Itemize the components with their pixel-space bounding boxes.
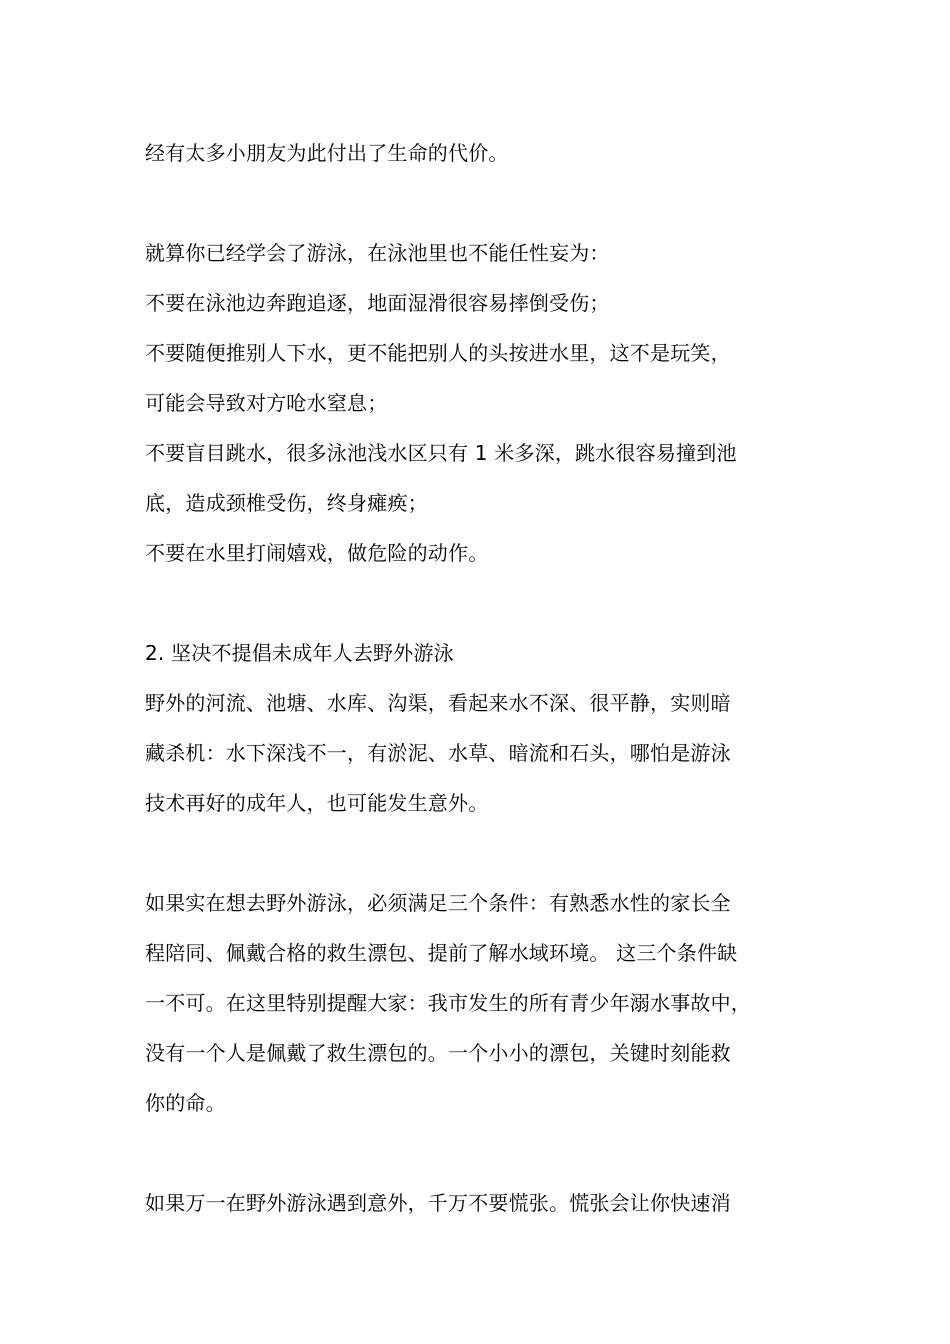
text-line: 如果万一在野外游泳遇到意外，千万不要慌张。慌张会让你快速消	[145, 1191, 731, 1215]
text-line: 就算你已经学会了游泳，在泳池里也不能任性妄为：	[145, 241, 610, 265]
text-line: 如果实在想去野外游泳，必须满足三个条件：有熟悉水性的家长全	[145, 891, 731, 915]
text-line: 没有一个人是佩戴了救生漂包的。一个小小的漂包，关键时刻能救	[145, 1041, 731, 1065]
text-line: 可能会导致对方呛水窒息；	[145, 391, 388, 415]
text-line: 野外的河流、池塘、水库、沟渠，看起来水不深、很平静，实则暗	[145, 691, 731, 715]
text-line: 技术再好的成年人，也可能发生意外。	[145, 791, 489, 815]
text-line: 一不可。在这里特别提醒大家：我市发生的所有青少年溺水事故中，	[145, 991, 751, 1015]
section-heading: 2. 坚决不提倡未成年人去野外游泳	[145, 641, 454, 665]
blank-line	[145, 1134, 835, 1184]
text-line: 程陪同、佩戴合格的救生漂包、提前了解水域环境。 这三个条件缺	[145, 941, 738, 965]
text-line: 不要在泳池边奔跑追逐，地面湿滑很容易摔倒受伤；	[145, 291, 610, 315]
text-line: 藏杀机：水下深浅不一，有淤泥、水草、暗流和石头，哪怕是游泳	[145, 741, 731, 765]
blank-line	[145, 834, 835, 884]
text-line: 不要在水里打闹嬉戏，做危险的动作。	[145, 541, 489, 565]
body-text	[145, 134, 835, 1234]
text-line: 经有太多小朋友为此付出了生命的代价。	[145, 141, 509, 165]
blank-line	[145, 184, 835, 234]
blank-line	[145, 584, 835, 634]
text-line: 不要盲目跳水，很多泳池浅水区只有 1 米多深，跳水很容易撞到池	[145, 441, 737, 465]
text-line: 不要随便推别人下水，更不能把别人的头按进水里，这不是玩笑，	[145, 341, 731, 365]
text-line: 底，造成颈椎受伤，终身瘫痪；	[145, 491, 428, 515]
text-line: 你的命。	[145, 1091, 226, 1115]
